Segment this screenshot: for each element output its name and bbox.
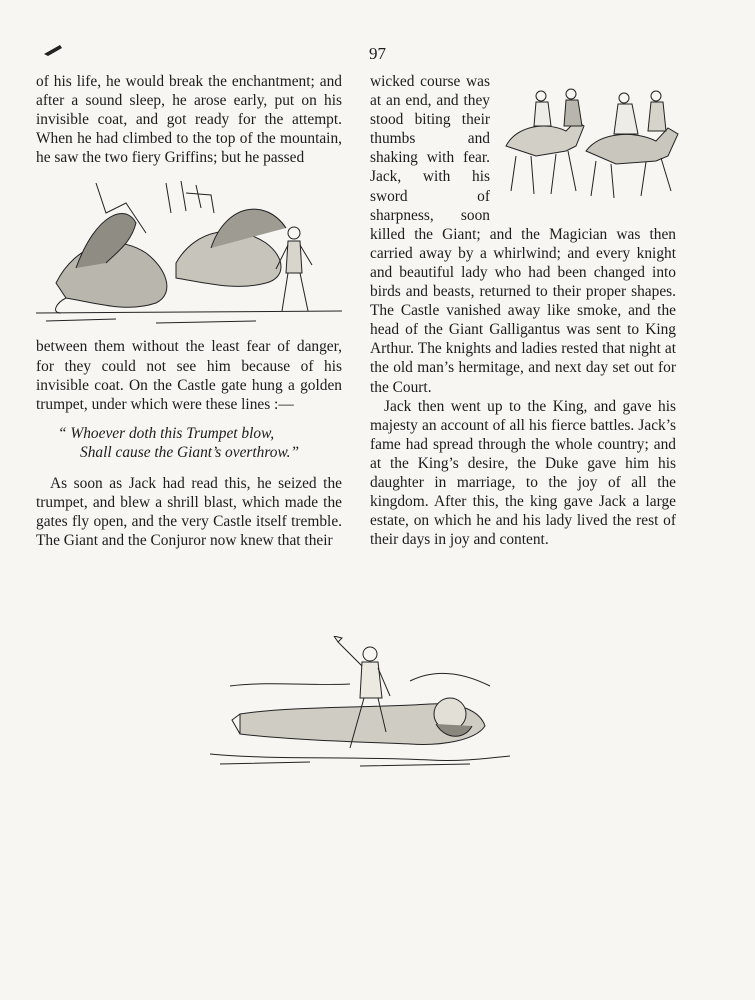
verse-line-1: “ Whoever doth this Trumpet blow, <box>58 424 275 442</box>
trumpet-verse <box>58 424 342 462</box>
verse-line-2: Shall cause the Giant’s overthrow.” <box>80 443 300 461</box>
griffins-illustration <box>36 173 342 333</box>
left-column <box>36 72 342 550</box>
right-paragraph-1: wicked course was at an end, and they stood biting their thumbs and shaking with fear. Jack, with his sword of sharpness, soon killed the Giant; and the Magician was then carried away by a whirlwind; and every knight and beautiful lady who had been changed into birds and beasts, returned to their proper shapes. The Castle vanished away like smoke, and the head of the Giant Galligantus was sent to King Arthur. The knights and ladies rested that night at the old man’s hermitage, and next day set out for the Court. <box>370 73 676 396</box>
ink-smudge <box>42 42 64 58</box>
left-paragraph-2: between them without the least fear of danger, for they could not see him because of his invisible coat. On the Castle gate hung a golden trumpet, under which were these lines :— <box>36 338 342 413</box>
page-number: 97 <box>369 44 386 63</box>
jack-over-giant-illustration <box>210 636 510 772</box>
right-paragraph-2: Jack then went up to the King, and gave his majesty an account of all his fierce battles. Jack’s fame had spread through the whole country; and at the King’s desire, the Duke gave him his daughter in marriage, to the joy of all the kingdom. After this, the king gave Jack a large estate, on which he and his lady lived the rest of their days in joy and content. <box>370 397 676 549</box>
left-paragraph-1: of his life, he would break the enchantment; and after a sound sleep, he arose early, put on his invisible coat, and got ready for the attempt. When he had climbed to the top of the mountain, he saw the two fiery Griffins; but he passed <box>36 73 342 167</box>
left-paragraph-3: As soon as Jack had read this, he seized the trumpet, and blew a shrill blast, which made the gates fly open, and the very Castle itself tremble. The Giant and the Conjuror now knew that their <box>36 475 342 550</box>
knights-and-ladies-illustration <box>496 76 696 206</box>
right-column <box>370 72 676 549</box>
